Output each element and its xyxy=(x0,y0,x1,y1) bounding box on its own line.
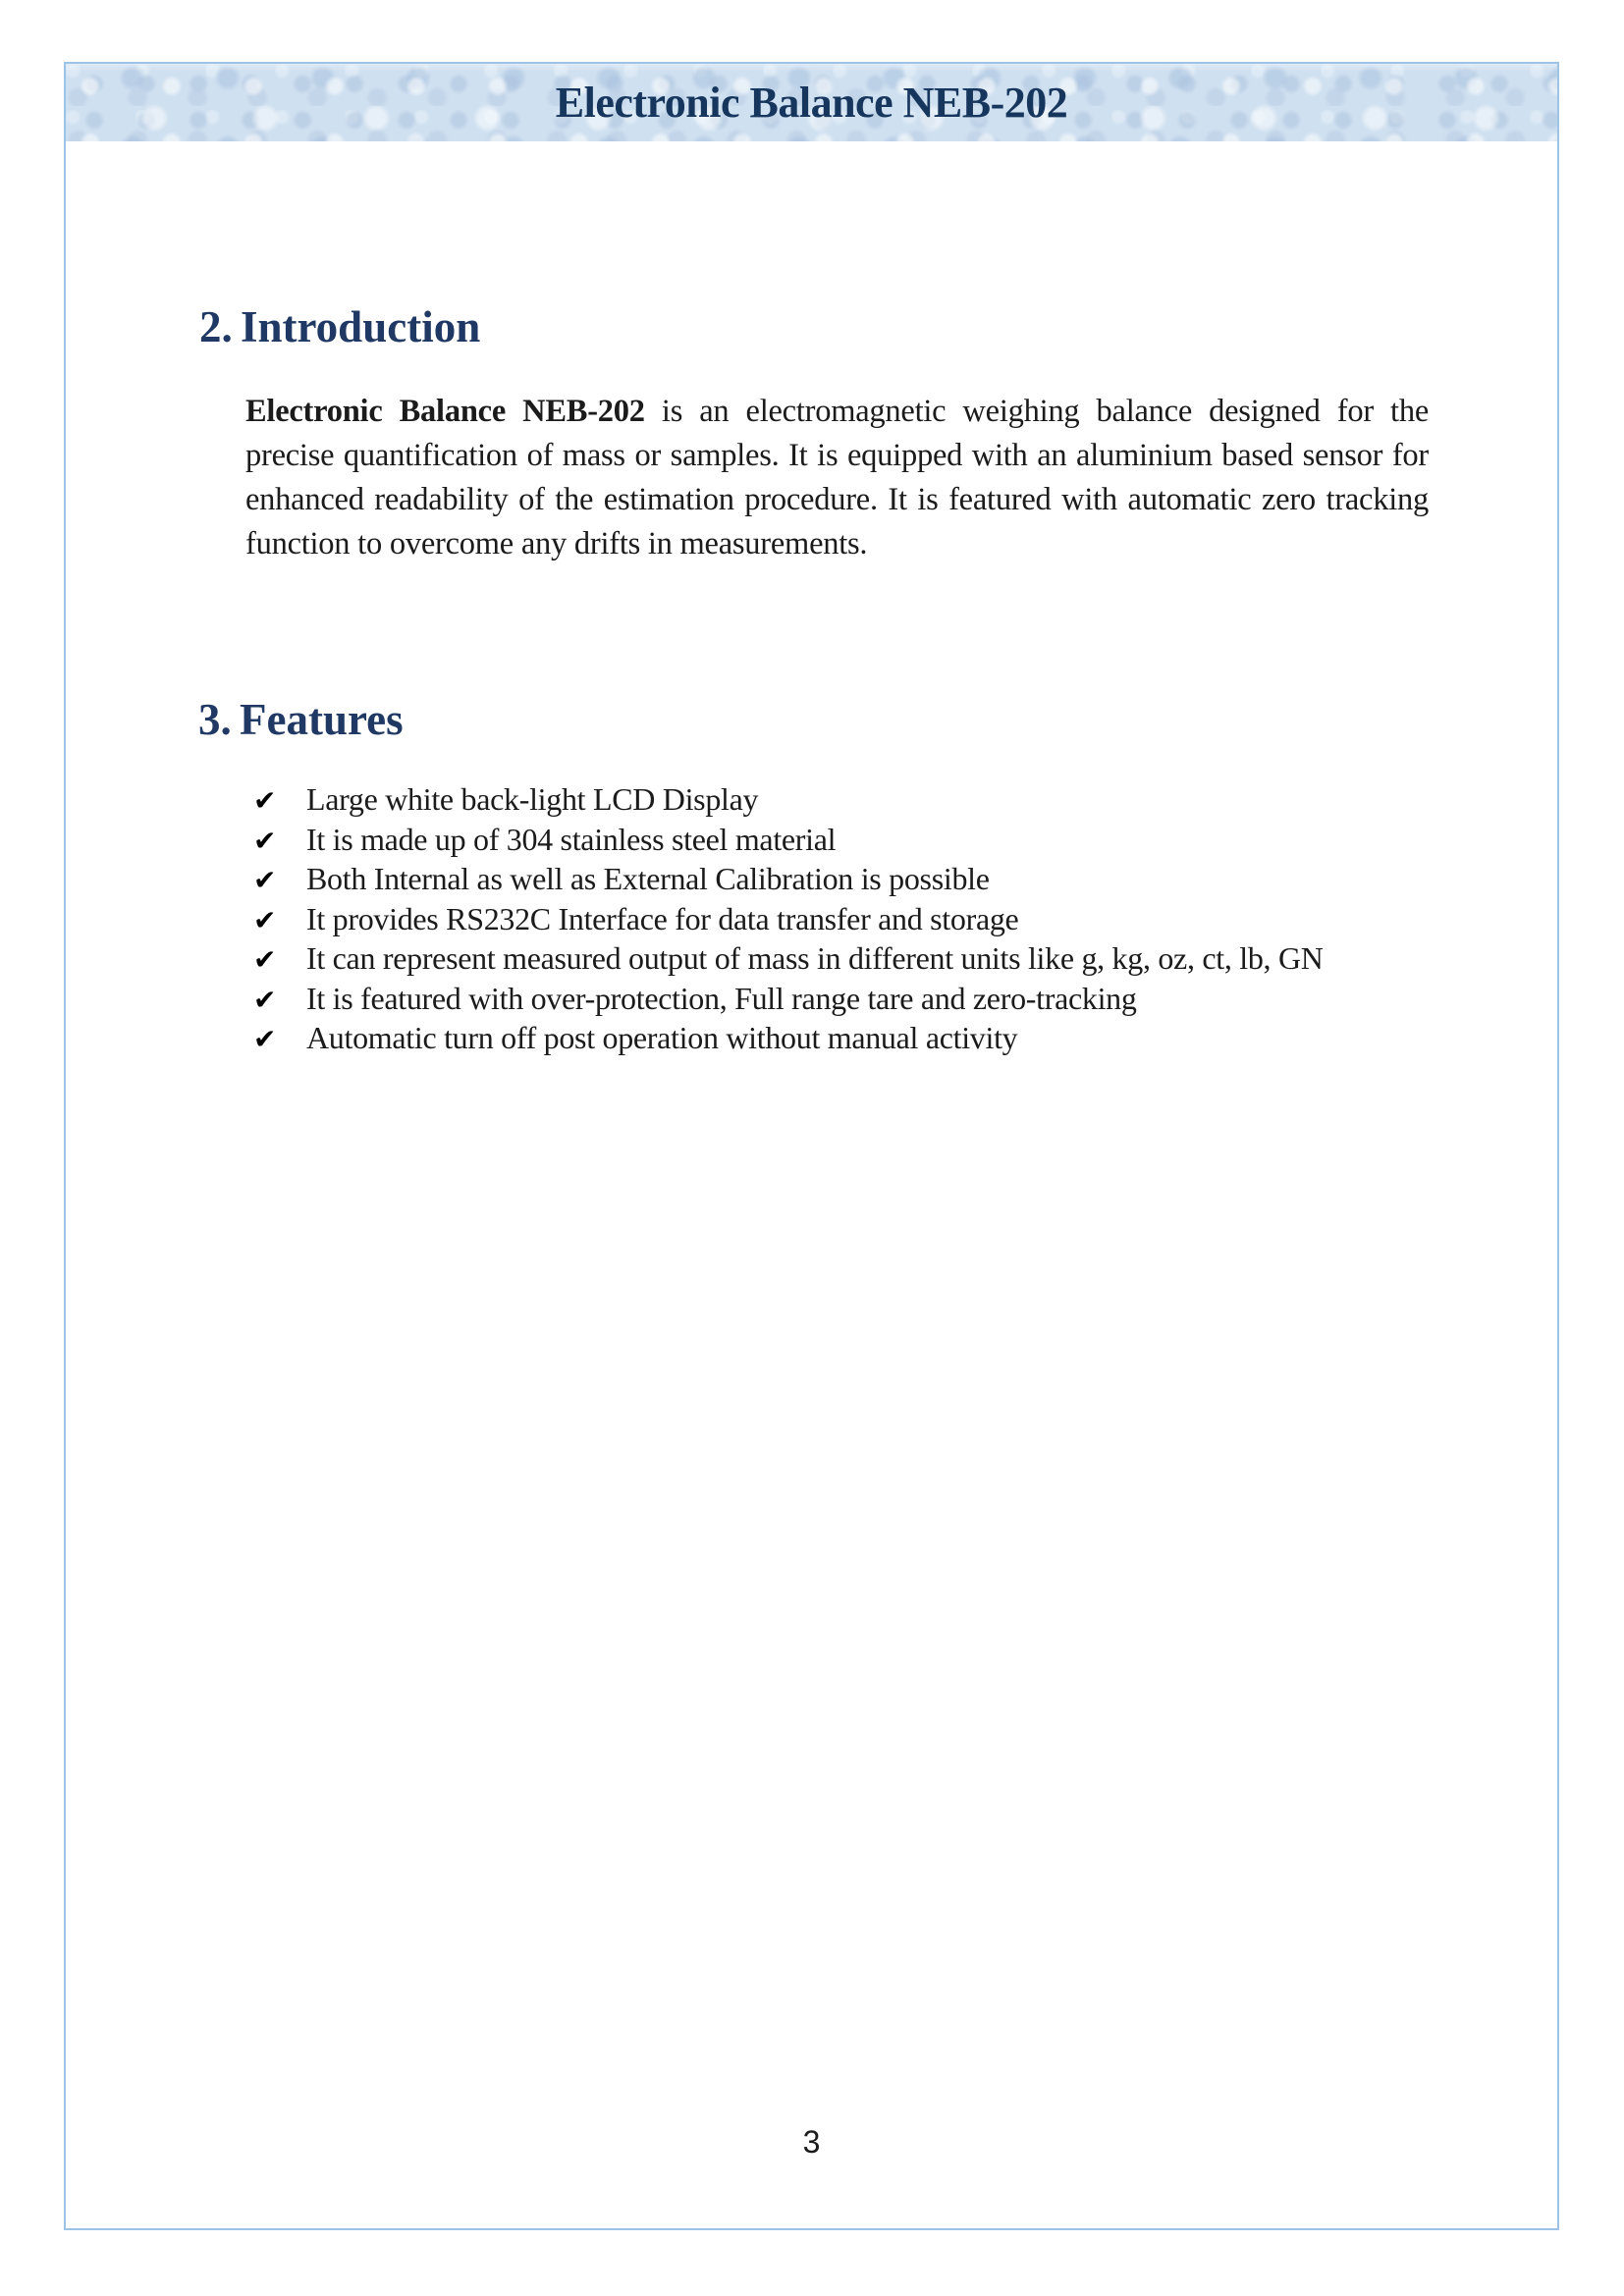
feature-item xyxy=(245,980,1492,1020)
check-icon: ✔ xyxy=(253,824,277,857)
feature-item xyxy=(245,860,1492,900)
feature-item xyxy=(245,939,1492,980)
heading-label: Features xyxy=(240,695,404,744)
feature-text: Both Internal as well as External Calibration is possible xyxy=(306,861,990,896)
heading-number: 3. xyxy=(198,695,232,744)
introduction-paragraph xyxy=(245,390,1429,566)
features-list xyxy=(245,780,1492,1059)
feature-item xyxy=(245,900,1492,940)
feature-text: Large white back-light LCD Display xyxy=(306,781,759,817)
check-icon: ✔ xyxy=(253,1023,277,1055)
check-icon: ✔ xyxy=(253,903,277,936)
heading-label: Introduction xyxy=(241,302,481,351)
check-icon: ✔ xyxy=(253,983,277,1016)
feature-item xyxy=(245,821,1492,861)
paragraph-bold-lead: Electronic Balance NEB-202 xyxy=(245,394,645,429)
feature-item xyxy=(245,780,1492,821)
heading-number: 2. xyxy=(199,302,233,351)
feature-item xyxy=(245,1019,1492,1059)
check-icon: ✔ xyxy=(253,943,277,976)
paragraph-text: is an electromagnetic weighing balance designed for the precise quantification of mass or samples. It is equipped with an aluminium based sensor for enhanced readability of the estimation procedure. It is featured with automatic zero tracking function to overcome any drifts in measurements. xyxy=(245,394,1430,561)
document-title: Electronic Balance NEB-202 xyxy=(555,79,1068,127)
features-heading xyxy=(198,695,404,744)
check-icon: ✔ xyxy=(253,864,277,896)
feature-text: It can represent measured output of mass in different units like g, kg, oz, ct, lb, GN xyxy=(306,940,1324,976)
page-number: 3 xyxy=(802,2124,821,2160)
feature-text: Automatic turn off post operation without manual activity xyxy=(306,1020,1018,1055)
feature-text: It is featured with over-protection, Full range tare and zero-tracking xyxy=(306,980,1137,1016)
check-icon: ✔ xyxy=(253,784,277,817)
feature-text: It provides RS232C Interface for data transfer and storage xyxy=(306,900,1019,936)
header-banner xyxy=(66,64,1557,141)
introduction-heading xyxy=(199,302,481,351)
feature-text: It is made up of 304 stainless steel material xyxy=(306,821,837,857)
page-frame xyxy=(64,62,1559,2230)
